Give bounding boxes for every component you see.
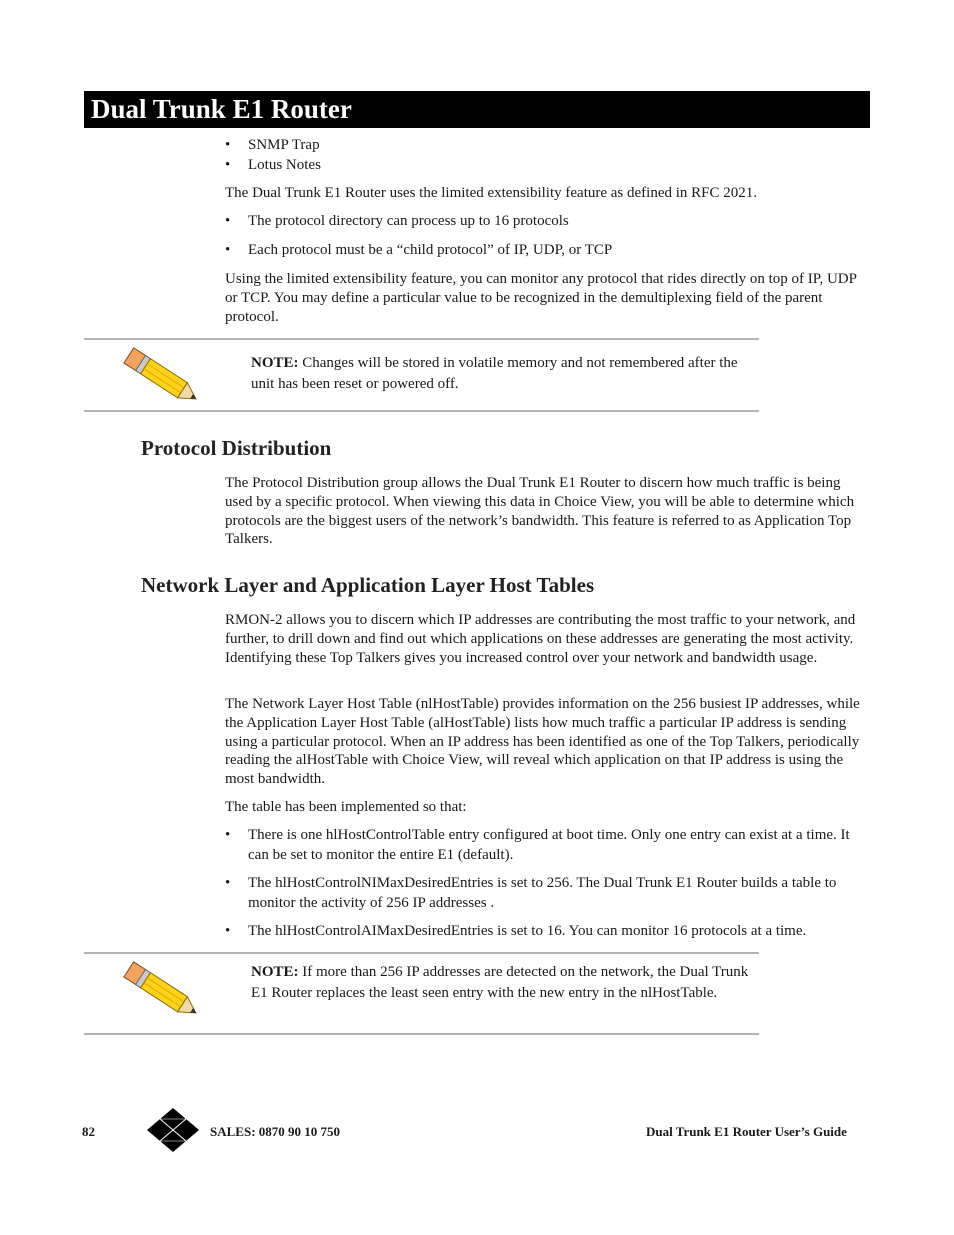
note-bottom-rule xyxy=(84,1033,759,1035)
note-text: Changes will be stored in volatile memory and not remembered after the unit has been reset or powered off. xyxy=(251,355,738,392)
list-item xyxy=(225,922,870,942)
bullet-marker: • xyxy=(225,242,231,258)
bullet-marker: • xyxy=(225,137,231,153)
bullet-marker: • xyxy=(225,875,231,891)
section-heading: Protocol Distribution xyxy=(141,436,332,460)
page-number: 82 xyxy=(82,1124,95,1139)
pencil-icon xyxy=(113,344,205,406)
list-item xyxy=(225,826,870,865)
paragraph: The Protocol Distribution group allows the Dual Trunk E1 Router to discern how much traffic is being used by a specific protocol. When viewing this data in Choice View, you will be able to determine which protocols are the biggest users of the network’s bandwidth. This feature is referred to as Application Top Talkers. xyxy=(225,475,855,548)
note-bottom-rule xyxy=(84,410,759,412)
note-label: NOTE: xyxy=(251,355,299,371)
black-box-logo-icon xyxy=(147,1108,199,1152)
paragraph: Using the limited extensibility feature, you can monitor any protocol that rides directly on top of IP, UDP or TCP. You may define a particular value to be recognized in the demultiplexing field of the parent protocol. xyxy=(225,271,857,325)
section-heading: Network Layer and Application Layer Host Tables xyxy=(141,573,595,597)
list-item-text: Lotus Notes xyxy=(248,157,321,173)
list-item-text: The hlHostControlAIMaxDesiredEntries is set to 16. You can monitor 16 protocols at a time. xyxy=(248,923,807,939)
list-item xyxy=(225,156,870,176)
paragraph: The table has been implemented so that: xyxy=(225,799,467,815)
note-label: NOTE: xyxy=(251,964,299,980)
paragraph: RMON-2 allows you to discern which IP addresses are contributing the most traffic to your network, and further, to drill down and find out which applications on these addresses are generating the most activity. Identifying these Top Talkers gives you increased control over your network and bandwidth usage. xyxy=(225,612,856,666)
list-item-text: The protocol directory can process up to 16 protocols xyxy=(248,213,569,229)
sales-contact: SALES: 0870 90 10 750 xyxy=(210,1124,341,1139)
paragraph: The Dual Trunk E1 Router uses the limited extensibility feature as defined in RFC 2021. xyxy=(225,185,758,201)
bullet-marker: • xyxy=(225,827,231,843)
page-header-title: Dual Trunk E1 Router xyxy=(84,91,870,128)
list-item-text: SNMP Trap xyxy=(248,137,320,153)
list-item xyxy=(225,212,870,232)
guide-title: Dual Trunk E1 Router User’s Guide xyxy=(646,1124,847,1139)
paragraph: The Network Layer Host Table (nlHostTable) provides information on the 256 busiest IP addresses, while the Application Layer Host Table (alHostTable) lists how much traffic a particular IP address is sending using a particular protocol. When an IP address has been identified as one of the Top Talkers, periodically reading the alHostTable with Choice View, will reveal which application on that IP address is using the most bandwidth. xyxy=(225,696,860,788)
note-box xyxy=(251,353,756,395)
list-item-text: There is one hlHostControlTable entry configured at boot time. Only one entry can exist at a time. It can be set to monitor the entire E1 (default). xyxy=(248,827,850,863)
note-top-rule xyxy=(84,952,759,954)
list-item-text: The hlHostControlNIMaxDesiredEntries is set to 256. The Dual Trunk E1 Router builds a table to monitor the activity of 256 IP addresses . xyxy=(248,875,837,911)
list-item xyxy=(225,136,870,156)
pencil-icon xyxy=(113,958,205,1020)
list-item xyxy=(225,241,870,261)
note-box xyxy=(251,962,756,1004)
list-item xyxy=(225,874,870,913)
bullet-marker: • xyxy=(225,213,231,229)
note-top-rule xyxy=(84,338,759,340)
bullet-marker: • xyxy=(225,157,231,173)
bullet-marker: • xyxy=(225,923,231,939)
note-text: If more than 256 IP addresses are detected on the network, the Dual Trunk E1 Router replaces the least seen entry with the new entry in the nlHostTable. xyxy=(251,964,749,1001)
list-item-text: Each protocol must be a “child protocol” of IP, UDP, or TCP xyxy=(248,242,613,258)
